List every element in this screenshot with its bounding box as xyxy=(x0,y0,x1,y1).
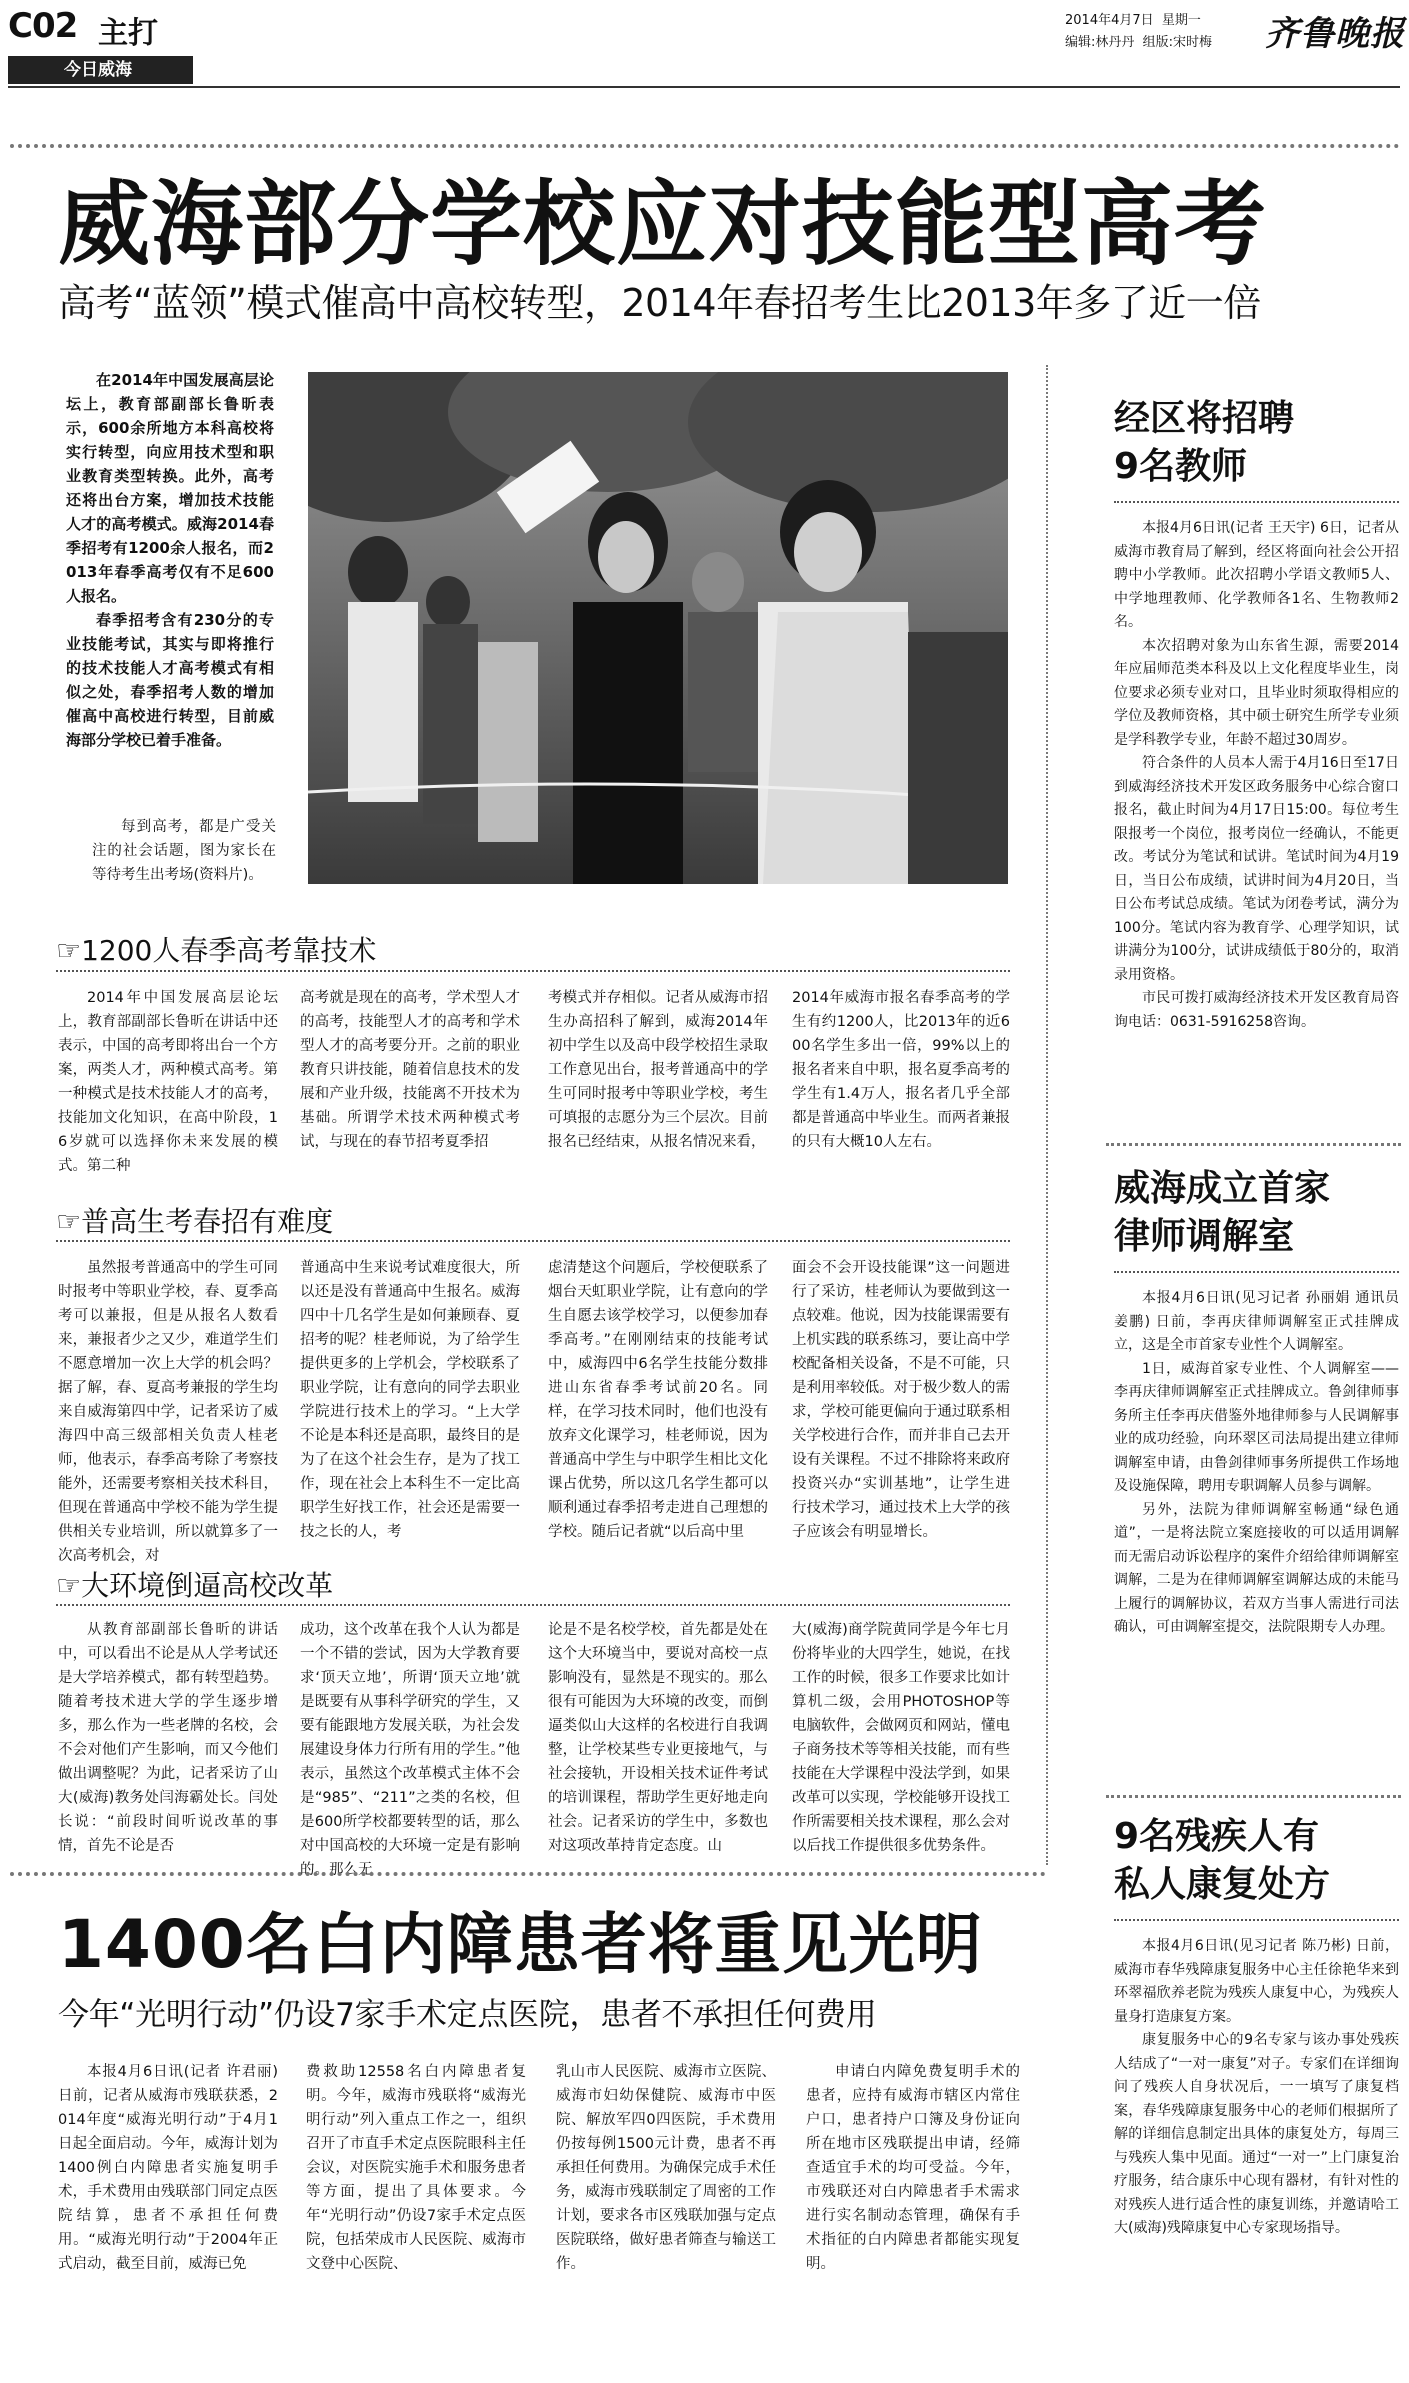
sidebar-1-p2: 本次招聘对象为山东省生源，需要2014年应届师范类本科及以上文化程度毕业生，岗位要求必须专业对口，且毕业时须取得相应的学位及教师资格，其中硕士研究生所学专业须是学科教学专业，年龄不超过30周岁。 xyxy=(1114,637,1399,748)
section-3-rule xyxy=(56,1604,1010,1606)
sidebar-1-p4: 市民可拨打威海经济技术开发区教育局咨询电话：0631-5916258咨询。 xyxy=(1114,990,1399,1030)
sidebar-1-headline-l1: 经区将招聘 xyxy=(1114,398,1295,439)
lead-headline: 威海部分学校应对技能型高考 xyxy=(58,171,1268,278)
section-1-rule xyxy=(56,970,1010,972)
sidebar-3-headline-l2: 私人康复处方 xyxy=(1114,1864,1331,1905)
second-col-4-body: 的患者，应持有威海市辖区内常住户口，患者持户口簿及身份证向所在地市区残联提出申请，经筛查适宜手术的均可受益。今年，市残联还对白内障患者手术需求进行实名制动态管理，确保有手术指征的白内障患者都能实现复明。 xyxy=(806,2064,1020,2272)
section-2-rule xyxy=(56,1240,1010,1242)
sidebar-1-p3: 符合条件的人员本人需于4月16日至17日到威海经济技术开发区政务服务中心综合窗口报名，截止时间为4月17日15:00。每位考生限报考一个岗位，报考岗位一经确认，不能更改。考试分为笔试和试讲。笔试时间为4月19日，当日公布成绩，试讲时间为4月20日，当日公布考试总成绩。笔试为闭卷考试，满分为100分。笔试内容为教育学、心理学知识，试讲满分为100分，试讲成绩低于80分的，取消录用资格。 xyxy=(1114,755,1399,983)
section-1-heading-text: 1200人春季高考靠技术 xyxy=(81,934,377,967)
second-col-4-lead: 申请白内障免费复明手术 xyxy=(835,2064,1006,2080)
section-3-col-3: 论是不是名校学校，首先都是处在这个大环境当中，要说对高校一点影响没有，显然是不现实的。那么很有可能因为大环境的改变，而倒逼类似山大这样的名校进行自我调整，让学校某些专业更接地气，与社会接轨，开设相关技术证件考试的培训课程，帮助学生更好地走向社会。记者采访的学生中，多数也对这项改革持肯定态度。山 xyxy=(548,1622,768,1854)
sidebar-2-body xyxy=(1114,1287,1399,1640)
photo-caption: 每到高考，都是广受关注的社会话题，图为家长在等待考生出考场(资料片)。 xyxy=(92,819,276,883)
section-1-col-1: 2014年中国发展高层论坛上，教育部副部长鲁昕在讲话中还表示，中国的高考即将出台一个方案，两类人才，两种模式高考。第一种模式是技术技能人才的高考，技能加文化知识，在高中阶段，16岁就可以选择你未来发展的模式。第二种 xyxy=(58,990,278,1174)
lead-intro xyxy=(66,368,274,752)
column-separator xyxy=(1046,365,1048,1865)
sidebar-divider-1 xyxy=(1106,1143,1401,1146)
sidebar-3-p1: 本报4月6日讯(见习记者 陈乃彬) 日前，威海市春华残障康复服务中心主任徐艳华来到环翠福欣养老院为残疾人康复中心，为残疾人量身打造康复方案。 xyxy=(1114,1938,1399,2025)
section-2-heading xyxy=(56,1200,333,1240)
second-col-3: 乳山市人民医院、威海市立医院、威海市妇幼保健院、威海市中医院、解放军四0四医院，手术费用仍按每例1500元计费，患者不再承担任何费用。为确保完成手术任务，威海市残联制定了周密的工作计划，要求各市区残联加强与定点医院联络，做好患者筛查与输送工作。 xyxy=(556,2064,776,2272)
sidebar-2-rule xyxy=(1114,1271,1399,1273)
date-text: 2014年4月7日 xyxy=(1065,13,1154,28)
sidebar-3-body xyxy=(1114,1935,1399,2241)
pointing-hand-icon: ☞ xyxy=(56,934,82,967)
sidebar-2-p3: 另外，法院为律师调解室畅通“绿色通道”，一是将法院立案庭接收的可以适用调解而无需启动诉讼程序的案件介绍给律师调解室调解，二是为在律师调解室调解达成的未能马上履行的调解协议，若双方当事人需进行司法确认，可由调解室提交，法院限期专人办理。 xyxy=(1114,1501,1399,1635)
editor-text: 编辑:林丹丹 xyxy=(1065,35,1135,50)
sidebar-2-p1: 本报4月6日讯(见习记者 孙丽娟 通讯员 姜鹏) 日前，李再庆律师调解室正式挂牌成立，这是全市首家专业性个人调解室。 xyxy=(1114,1290,1399,1353)
masthead-dotted-rule xyxy=(10,144,1400,148)
section-2-col-3: 虑清楚这个问题后，学校便联系了烟台天虹职业学院，让有意向的学生自愿去该学校学习，以便参加春季高考。”在刚刚结束的技能考试中，威海四中6名学生技能分数排进山东省春季考试前20名。同样，在学习技术同时，他们也没有放弃文化课学习，桂老师说，因为普通高中学生与中职学生相比文化课占优势，所以这几名学生都可以顺利通过春季招考走进自己理想的学校。随后记者就“以后高中里 xyxy=(548,1260,768,1540)
sidebar-2-headline-l1: 威海成立首家 xyxy=(1114,1168,1331,1209)
masthead-rule xyxy=(8,86,1400,88)
lead-intro-p2: 春季招考含有230分的专业技能考试，其实与即将推行的技术技能人才高考模式有相似之处，春季招考人数的增加催高中高校进行转型，目前威海部分学校已着手准备。 xyxy=(66,611,274,749)
section-2-heading-text: 普高生考春招有难度 xyxy=(81,1205,334,1238)
sidebar-3-p2: 康复服务中心的9名专家与该办事处残疾人结成了“一对一康复”对子。专家们在详细询问了残疾人自身状况后，一一填写了康复档案，春华残障康复服务中心的老师们根据所了解的详细信息制定出具体的康复处方，每周三与残疾人集中见面。通过“一对一”上门康复治疗服务，结合康乐中心现有器材，有针对性的对残疾人进行适合性的康复训练，并邀请哈工大(威海)残障康复中心专家现场指导。 xyxy=(1114,2032,1399,2236)
sidebar-article-2 xyxy=(1114,1165,1399,1640)
second-headline: 1400名白内障患者将重见光明 xyxy=(58,1906,983,1983)
sidebar-1-body xyxy=(1114,517,1399,1034)
sidebar-article-3 xyxy=(1114,1813,1399,2241)
section-3-heading-text: 大环境倒逼高校改革 xyxy=(81,1569,334,1602)
section-label: 主打 xyxy=(98,16,158,51)
masthead-info xyxy=(1065,10,1212,54)
section-2-col-1: 虽然报考普通高中的学生可同时报考中等职业学校，春、夏季高考可以兼报，但是从报名人数看来，兼报者少之又少，难道学生们不愿意增加一次上大学的机会吗？据了解，春、夏高考兼报的学生均来自威海第四中学，记者采访了威海四中高三级部相关负责人桂老师，他表示，春季高考除了考察技能外，还需要考察相关技术科目，但现在普通高中学校不能为学生提供相关专业培训，所以就算多了一次高考机会，对 xyxy=(58,1260,278,1564)
lead-photo xyxy=(308,372,1008,884)
paper-name-logo: 齐鲁晚报 xyxy=(1265,14,1405,54)
section-3-heading xyxy=(56,1564,333,1604)
pointing-hand-icon: ☞ xyxy=(56,1569,82,1602)
lead-subheadline: 高考“蓝领”模式催高中高校转型，2014年春招考生比2013年多了近一倍 xyxy=(58,281,1261,325)
sidebar-1-headline-l2: 9名教师 xyxy=(1114,446,1248,487)
subsection-bar xyxy=(8,56,193,84)
sidebar-2-p2: 1日，威海首家专业性、个人调解室——李再庆律师调解室正式挂牌成立。鲁剑律师事务所主任李再庆借鉴外地律师参与人民调解事业的成功经验，向环翠区司法局提出建立律师调解室申请，由鲁剑律师事务所提供工作场地及设施保障，聘用专职调解人员参与调解。 xyxy=(1114,1360,1399,1494)
section-1-col-2: 高考就是现在的高考，学术型人才的高考，技能型人才的高考和学术型人才的高考要分开。之前的职业教育只讲技能，随着信息技术的发展和产业升级，技能离不开技术为基础。所谓学术技术两种模式考试，与现在的春节招考夏季招 xyxy=(300,990,520,1150)
section-2-col-4: 面会不会开设技能课”这一问题进行了采访，桂老师认为要做到这一点较难。他说，因为技能课需要有上机实践的联系练习，要让高中学校配备相关设备，不是不可能，只是利用率较低。对于极少数人的需求，学校可能更偏向于通过联系相关学校进行合作，而并非自己去开设有关课程。不过不排除将来政府投资兴办“实训基地”，让学生进行技术学习，通过技术上大学的孩子应该会有明显增长。 xyxy=(792,1260,1010,1540)
sidebar-1-headline xyxy=(1114,395,1399,491)
lead-intro-p1: 在2014年中国发展高层论坛上，教育部副部长鲁昕表示，600余所地方本科高校将实行转型，向应用技术型和职业教育类型转换。此外，高考还将出台方案，增加技术技能人才的高考模式。威海2014春季招考有1200余人报名，而2013年春季高考仅有不足600人报名。 xyxy=(66,371,274,605)
second-col-4 xyxy=(806,2060,1020,2276)
sidebar-3-rule xyxy=(1114,1919,1399,1921)
subsection-label: 今日威海 xyxy=(64,60,132,80)
section-3-col-2: 成功，这个改革在我个人认为都是一个不错的尝试，因为大学教育要求‘顶天立地’，所谓‘顶天立地’就是既要有从事科学研究的学生，又要有能跟地方发展关联，为社会发展建设身体力行所有用的学生。”他表示，虽然这个改革模式主体不会是“985”、“211”之类的名校，但是600所学校都要转型的话，那么对中国高校的大环境一定是有影响的。那么无 xyxy=(300,1622,520,1878)
section-1-col-3: 考模式并存相似。记者从威海市招生办高招科了解到，威海2014年初中学生以及高中段学校招生录取工作意见出台，报考普通高中的学生可同时报考中等职业学校，考生可填报的志愿分为三个层次。目前报名已经结束，从报名情况来看， xyxy=(548,990,768,1150)
section-2-col-2: 普通高中生来说考试难度很大，所以还是没有普通高中生报名。威海四中十几名学生是如何兼顾春、夏招考的呢？桂老师说，为了给学生提供更多的上学机会，学校联系了职业学院，让有意向的同学去职业学院进行技术上的学习。“上大学不论是本科还是高职，最终目的是为了在这个社会生存，是为了找工作，现在社会上本科生不一定比高职学生好找工作，社会还是需要一技之长的人，考 xyxy=(300,1260,520,1540)
weekday-text: 星期一 xyxy=(1161,13,1201,28)
sidebar-article-1 xyxy=(1114,395,1399,1034)
layout-text: 组版:宋时梅 xyxy=(1142,35,1213,50)
section-3-col-4: 大(威海)商学院黄同学是今年七月份将毕业的大四学生，她说，在找工作的时候，很多工作要求比如计算机二级，会用PHOTOSHOP等电脑软件，会做网页和网站，懂电子商务技术等等相关技能，而有些技能在大学课程中没法学到，如果改革可以实现，学校能够开设找工作所需要相关技术课程，那么会对以后找工作提供很多优势条件。 xyxy=(792,1622,1010,1854)
section-3-col-1: 从教育部副部长鲁昕的讲话中，可以看出不论是从人学考试还是大学培养模式，都有转型趋势。随着考技术进大学的学生逐步增多，那么作为一些老牌的名校，会不会对他们产生影响，而又今他们做出调整呢？为此，记者采访了山大(威海)教务处闫海霸处长。闫处长说：“前段时间听说改革的事情，首先不论是否 xyxy=(58,1622,278,1854)
second-col-2: 费救助12558名白内障患者复明。今年，威海市残联将“威海光明行动”列入重点工作之一，组织召开了市直手术定点医院眼科主任会议，对医院实施手术和服务患者等方面，提出了具体要求。今年“光明行动”仍设7家手术定点医院，包括荣成市人民医院、威海市文登中心医院、 xyxy=(306,2064,526,2272)
parents-waiting-photo xyxy=(308,372,1008,884)
pointing-hand-icon: ☞ xyxy=(56,1205,82,1238)
second-col-1: 本报4月6日讯(记者 许君丽) 日前，记者从威海市残联获悉，2014年度“威海光明行动”于4月1日起全面启动。今年，威海计划为1400例白内障患者实施复明手术，手术费用由残联部门同定点医院结算，患者不承担任何费用。“威海光明行动”于2004年正式启动，截至目前，威海已免 xyxy=(58,2064,278,2272)
sidebar-divider-2 xyxy=(1106,1795,1401,1798)
sidebar-2-headline-l2: 律师调解室 xyxy=(1114,1216,1295,1257)
sidebar-3-headline-l1: 9名残疾人有 xyxy=(1114,1816,1320,1857)
sidebar-3-headline xyxy=(1114,1813,1399,1909)
section-1-heading xyxy=(56,929,376,969)
sidebar-1-rule xyxy=(1114,501,1399,503)
second-subheadline: 今年“光明行动”仍设7家手术定点医院，患者不承担任何费用 xyxy=(58,1997,877,2033)
second-story-top-rule xyxy=(10,1872,1046,1876)
sidebar-1-p1: 本报4月6日讯(记者 王天宇) 6日，记者从威海市教育局了解到，经区将面向社会公开招聘中小学教师。此次招聘小学语文教师5人、中学地理教师、化学教师各1名、生物教师2名。 xyxy=(1114,520,1399,630)
page-code: C02 xyxy=(8,6,78,46)
sidebar-2-headline xyxy=(1114,1165,1399,1261)
section-1-col-4: 2014年威海市报名春季高考的学生有约1200人，比2013年的近600名学生多出一倍，99%以上的报名者来自中职，报名夏季高考的学生有1.4万人，报名者几乎全部都是普通高中毕业生。而两者兼报的只有大概10人左右。 xyxy=(792,990,1010,1150)
